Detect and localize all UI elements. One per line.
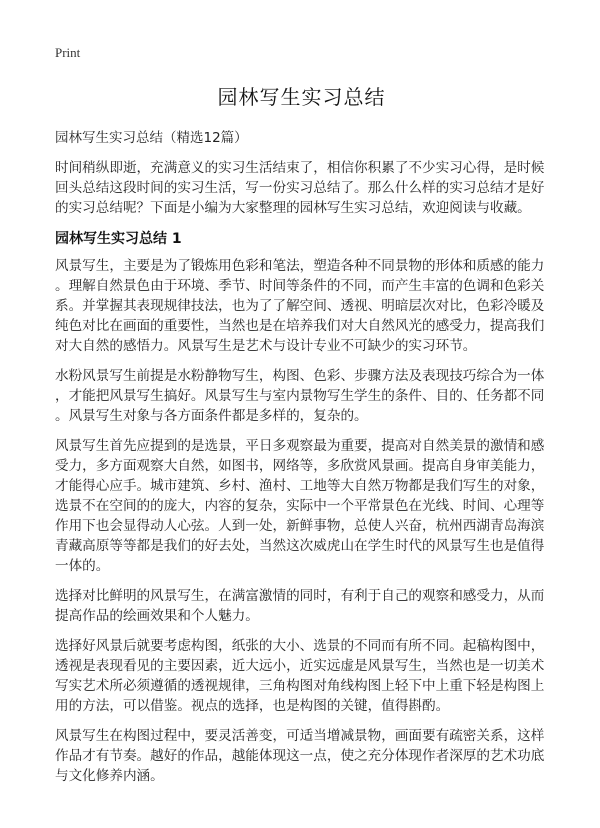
text-line: 风景写生在构图过程中，要灵活善变，可适当增减景物，画面要有疏密关系，这样	[55, 728, 545, 744]
text-line: 。风景写生对象与各方面条件都是多样的，复杂的。	[55, 408, 368, 424]
text-line: 青藏高原等等都是我们的好去处，当然这次威虎山在学生时代的风景写生也是值得	[55, 538, 545, 554]
body-paragraph	[55, 366, 548, 426]
text-line: 一体的。	[55, 558, 110, 574]
text-line: 。理解自然景色由于环境、季节、时间等条件的不同，而产生丰富的色调和色彩关	[55, 278, 545, 294]
text-line: 选择好风景后就要考虑构图，纸张的大小、选景的不同而有所不同。起稿构图中，	[55, 638, 545, 654]
text-line: 选景不在空间的的庞大，内容的复杂，实际中一个平常景色在光线、时间、心理等	[55, 498, 545, 514]
text-line: 对大自然的感悟力。风景写生是艺术与设计专业不可缺少的实习环节。	[55, 338, 477, 354]
text-line: 写实艺术所必须遵循的透视规律，三角构图对角线构图上轻下中上重下轻是构图上	[55, 678, 545, 694]
text-line: 选择对比鲜明的风景写生，在满富激情的同时，有利于自己的观察和感受力，从而	[55, 588, 545, 604]
intro-paragraph	[55, 158, 548, 218]
body-paragraph	[55, 726, 548, 786]
text-line: 回头总结这段时间的实习生活，写一份实习总结了。那么什么样的实习总结才是好	[55, 180, 545, 196]
document-subtitle: 园林写生实习总结（精选12篇）	[55, 130, 248, 146]
text-line: ，才能把风景写生搞好。风景写生与室内景物写生学生的条件、目的、任务都不同	[55, 388, 545, 404]
text-line: 用的方法，可以借鉴。视点的选择，也是构图的关键，值得斟酌。	[55, 698, 450, 714]
text-line: 作用下也会显得动人心弦。人到一处，新鲜事物，总使人兴奋，杭州西湖青岛海滨	[55, 518, 545, 534]
page-title: 园林写生实习总结	[217, 85, 386, 109]
text-line: 透视是表现看见的主要因素，近大远小，近实远虚是风景写生，当然也是一切美术	[55, 658, 545, 674]
text-line: 风景写生首先应提到的是选景，平日多观察最为重要，提高对自然美景的激情和感	[55, 438, 545, 454]
section-heading: 园林写生实习总结 1	[55, 231, 182, 247]
print-link[interactable]: Print	[55, 45, 81, 60]
text-line: 与文化修养内涵。	[55, 768, 164, 784]
body-paragraph	[55, 636, 548, 716]
text-line: 纯色对比在画面的重要性，当然也是在培养我们对大自然风光的感受力，提高我们	[55, 318, 545, 334]
body-paragraph	[55, 256, 548, 356]
body-paragraph	[55, 436, 548, 576]
text-line: 才能得心应手。城市建筑、乡村、渔村、工地等大自然万物都是我们写生的对象，	[55, 478, 545, 494]
text-line: 受力，多方面观察大自然，如图书，网络等，多欣赏风景画。提高自身审美能力，	[55, 458, 545, 474]
text-line: 作品才有节奏。越好的作品，越能体现这一点，使之充分体现作者深厚的艺术功底	[55, 748, 545, 764]
text-line: 水粉风景写生前提是水粉静物写生，构图、色彩、步骤方法及表现技巧综合为一体	[55, 368, 545, 384]
text-line: 的实习总结呢？下面是小编为大家整理的园林写生实习总结，欢迎阅读与收藏。	[55, 200, 531, 216]
section-body	[55, 256, 548, 786]
text-line: 系。并掌握其表现规律技法，也为了了解空间、透视、明暗层次对比，色彩冷暖及	[55, 298, 545, 314]
text-line: 风景写生，主要是为了锻炼用色彩和笔法，塑造各种不同景物的形体和质感的能力	[55, 258, 545, 274]
text-line: 提高作品的绘画效果和个人魅力。	[55, 608, 259, 624]
text-line: 时间稍纵即逝，充满意义的实习生活结束了，相信你积累了不少实习心得，是时候	[55, 160, 545, 176]
body-paragraph	[55, 586, 548, 626]
